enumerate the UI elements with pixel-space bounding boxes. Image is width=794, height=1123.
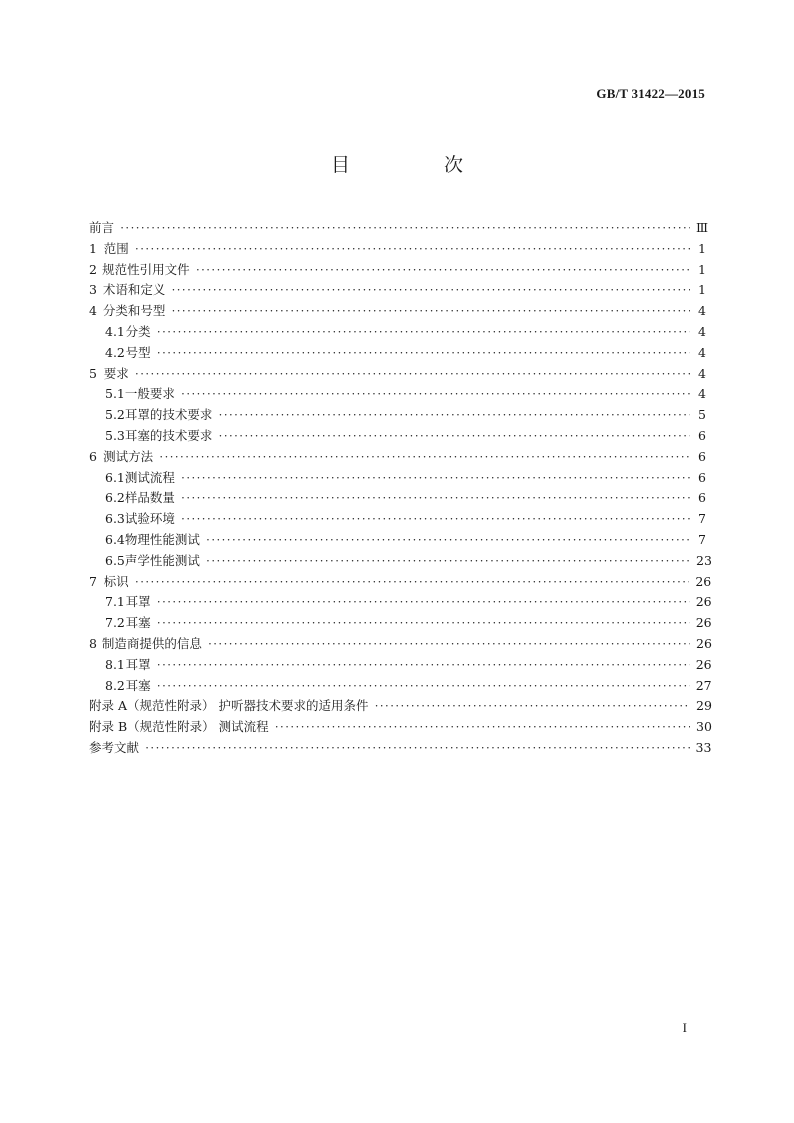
toc-entry-page: 26 bbox=[695, 573, 712, 589]
toc-entry-number: 4.2 bbox=[105, 344, 125, 360]
toc-entry-label: 附录 A（规范性附录） 护听器技术要求的适用条件 bbox=[89, 698, 369, 714]
toc-dot-leader bbox=[120, 218, 690, 239]
toc-entry-page: 6 bbox=[698, 427, 706, 443]
toc-entry[interactable] bbox=[89, 384, 706, 405]
toc-entry-number: 6 bbox=[89, 448, 97, 464]
toc-entry-number: 3 bbox=[89, 282, 97, 298]
toc-entry[interactable] bbox=[89, 301, 706, 322]
toc-dot-leader bbox=[171, 301, 690, 322]
toc-entry[interactable] bbox=[89, 343, 706, 364]
toc-entry-number: 6.5 bbox=[105, 552, 125, 568]
toc-entry-page: 6 bbox=[698, 448, 706, 464]
toc-entry-label: 附录 B（规范性附录） 测试流程 bbox=[89, 719, 269, 735]
toc-entry-label: 分类和号型 bbox=[102, 303, 166, 319]
toc-entry-page: 7 bbox=[698, 511, 706, 527]
toc-entry-label: 试验环境 bbox=[124, 511, 175, 527]
toc-entry-number: 5 bbox=[89, 365, 97, 381]
toc-entry[interactable] bbox=[89, 572, 712, 593]
toc-entry-number: 8.2 bbox=[105, 677, 125, 693]
toc-dot-leader bbox=[206, 530, 690, 551]
toc-entry-number: 6.2 bbox=[105, 490, 125, 506]
toc-entry-number: 8 bbox=[89, 635, 97, 651]
toc-entry-page: 26 bbox=[695, 656, 712, 672]
toc-entry-page: 6 bbox=[698, 490, 706, 506]
toc-entry[interactable] bbox=[89, 405, 706, 426]
toc-entry-label: 号型 bbox=[125, 344, 151, 360]
toc-entry-page: 33 bbox=[695, 739, 712, 755]
toc-entry-label: 耳罩 bbox=[125, 656, 151, 672]
toc-entry-page: 23 bbox=[696, 552, 712, 568]
toc-dot-leader bbox=[218, 426, 690, 447]
toc-entry-label: 测试流程 bbox=[124, 469, 175, 485]
toc-dot-leader bbox=[145, 738, 690, 759]
toc-entry-page: 4 bbox=[698, 303, 706, 319]
toc-entry[interactable] bbox=[89, 218, 709, 239]
toc-entry-number: 6.1 bbox=[105, 469, 125, 485]
toc-dot-leader bbox=[157, 322, 690, 343]
toc-entry-page: 6 bbox=[698, 469, 706, 485]
toc-dot-leader bbox=[181, 468, 690, 489]
toc-entry-label: 要求 bbox=[103, 365, 129, 381]
toc-entry[interactable] bbox=[89, 426, 706, 447]
toc-entry-number: 5.1 bbox=[105, 386, 125, 402]
toc-entry-label: 样品数量 bbox=[124, 490, 175, 506]
toc-entry-page: 30 bbox=[696, 719, 712, 735]
toc-entry[interactable] bbox=[89, 738, 712, 759]
toc-entry-label: 耳罩的技术要求 bbox=[124, 407, 213, 423]
toc-entry[interactable] bbox=[89, 613, 712, 634]
toc-dot-leader bbox=[181, 488, 690, 509]
toc-entry-page: 26 bbox=[695, 594, 712, 610]
toc-entry[interactable] bbox=[89, 634, 712, 655]
toc-entry[interactable] bbox=[89, 468, 706, 489]
toc-entry-label: 前言 bbox=[89, 220, 115, 235]
toc-entry-label: 测试方法 bbox=[103, 448, 154, 464]
toc-entry-number: 4.1 bbox=[105, 323, 125, 339]
toc-entry[interactable] bbox=[89, 322, 706, 343]
toc-entry-page: Ⅲ bbox=[696, 220, 709, 235]
toc-entry[interactable] bbox=[89, 551, 712, 572]
toc-entry-page: 4 bbox=[698, 386, 706, 402]
toc-dot-leader bbox=[208, 634, 690, 655]
toc-entry[interactable] bbox=[89, 530, 706, 551]
toc-entry-label: 一般要求 bbox=[124, 386, 175, 402]
toc-entry[interactable] bbox=[89, 592, 712, 613]
toc-entry[interactable] bbox=[89, 280, 706, 301]
toc-entry-number: 5.2 bbox=[105, 407, 125, 423]
toc-entry-page: 1 bbox=[698, 240, 706, 256]
toc-entry-label: 耳塞 bbox=[125, 615, 151, 631]
toc-entry[interactable] bbox=[89, 260, 706, 281]
toc-entry-label: 术语和定义 bbox=[102, 282, 166, 298]
page-number: I bbox=[682, 1020, 687, 1035]
toc-entry-label: 参考文献 bbox=[89, 739, 140, 755]
toc-entry-page: 4 bbox=[698, 365, 706, 381]
toc-dot-leader bbox=[171, 280, 690, 301]
toc-entry-label: 标识 bbox=[103, 573, 129, 589]
toc-entry-number: 5.3 bbox=[105, 427, 125, 443]
toc-entry-number: 6.4 bbox=[105, 531, 125, 547]
toc-dot-leader bbox=[196, 260, 690, 281]
toc-dot-leader bbox=[206, 551, 690, 572]
toc-entry-page: 1 bbox=[698, 261, 706, 277]
toc-entry[interactable] bbox=[89, 488, 706, 509]
toc-dot-leader bbox=[135, 239, 690, 260]
toc-entry-label: 制造商提供的信息 bbox=[101, 635, 202, 651]
toc-entry-number: 7 bbox=[89, 573, 97, 589]
table-of-contents bbox=[89, 218, 712, 759]
toc-entry[interactable] bbox=[89, 364, 706, 385]
toc-entry-number: 7.2 bbox=[105, 615, 125, 631]
toc-entry[interactable] bbox=[89, 696, 712, 717]
toc-dot-leader bbox=[157, 676, 690, 697]
toc-dot-leader bbox=[157, 592, 690, 613]
toc-entry[interactable] bbox=[89, 509, 706, 530]
toc-entry-label: 声学性能测试 bbox=[124, 552, 200, 568]
toc-entry-label: 耳塞的技术要求 bbox=[124, 427, 213, 443]
toc-dot-leader bbox=[218, 405, 690, 426]
toc-entry-label: 范围 bbox=[103, 240, 129, 256]
toc-entry-page: 5 bbox=[698, 407, 706, 423]
toc-entry-number: 7.1 bbox=[105, 594, 125, 610]
toc-entry-label: 分类 bbox=[125, 323, 151, 339]
page-title: 目 次 bbox=[330, 154, 508, 176]
toc-dot-leader bbox=[275, 717, 690, 738]
toc-entry-number: 6.3 bbox=[105, 511, 125, 527]
toc-dot-leader bbox=[181, 384, 690, 405]
toc-entry-page: 7 bbox=[698, 531, 706, 547]
toc-entry-page: 26 bbox=[695, 615, 712, 631]
toc-entry-page: 4 bbox=[698, 323, 706, 339]
standard-code: GB/T 31422—2015 bbox=[596, 86, 705, 101]
toc-dot-leader bbox=[157, 655, 690, 676]
toc-entry-page: 4 bbox=[698, 344, 706, 360]
toc-entry-number: 1 bbox=[89, 240, 97, 256]
toc-entry-page: 29 bbox=[696, 698, 712, 714]
toc-entry-page: 1 bbox=[698, 282, 706, 298]
toc-dot-leader bbox=[181, 509, 690, 530]
toc-dot-leader bbox=[157, 613, 690, 634]
toc-dot-leader bbox=[157, 343, 690, 364]
toc-dot-leader bbox=[135, 572, 690, 593]
toc-entry-number: 2 bbox=[89, 261, 97, 277]
toc-dot-leader bbox=[159, 447, 690, 468]
toc-entry-label: 规范性引用文件 bbox=[102, 261, 190, 277]
toc-entry[interactable] bbox=[89, 676, 712, 697]
toc-entry[interactable] bbox=[89, 239, 706, 260]
toc-entry-page: 27 bbox=[695, 677, 712, 693]
toc-entry[interactable] bbox=[89, 717, 712, 738]
toc-dot-leader bbox=[374, 696, 690, 717]
toc-entry-page: 26 bbox=[696, 635, 712, 651]
toc-entry-label: 耳塞 bbox=[125, 677, 151, 693]
toc-entry[interactable] bbox=[89, 655, 712, 676]
toc-entry[interactable] bbox=[89, 447, 706, 468]
toc-dot-leader bbox=[135, 364, 690, 385]
toc-entry-label: 耳罩 bbox=[125, 594, 151, 610]
toc-entry-label: 物理性能测试 bbox=[124, 531, 200, 547]
toc-entry-number: 4 bbox=[89, 303, 97, 319]
toc-entry-number: 8.1 bbox=[105, 656, 125, 672]
